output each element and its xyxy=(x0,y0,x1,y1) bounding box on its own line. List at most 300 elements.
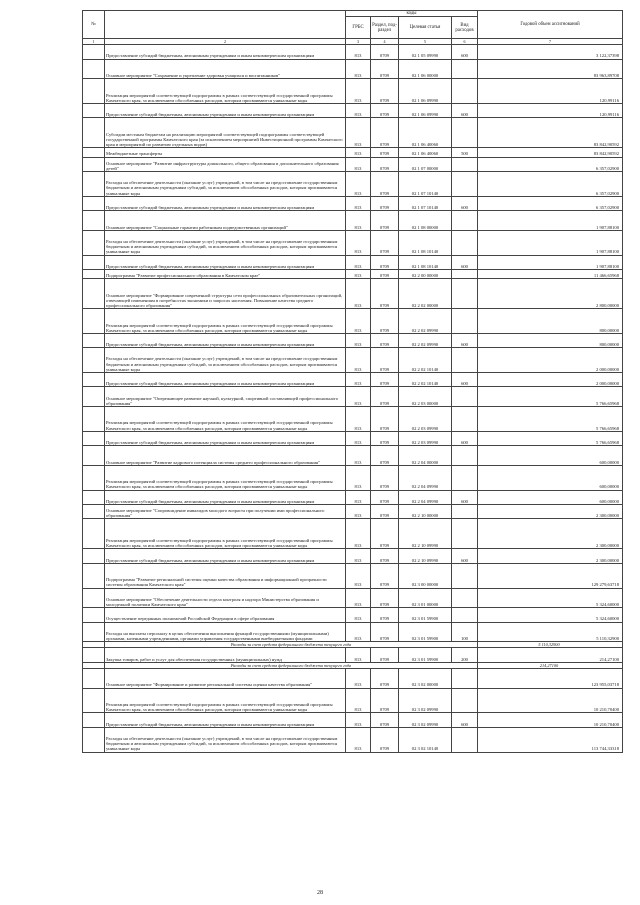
table-row xyxy=(83,171,623,196)
cell-name: Основное мероприятие "Опережающее развитие научной, культурной, спортивной составляющей профессионального образования" xyxy=(105,387,346,407)
table-row xyxy=(83,563,623,588)
cell-name: Подпрограмма "Развитие профессионального образования в Камчатском крае" xyxy=(105,269,346,278)
table-row xyxy=(83,279,623,309)
cell-name: Закупка товаров, работ и услуг для обеспечения государственных (муниципальных) нужд xyxy=(105,648,346,662)
cell-name: Основное мероприятие "Развитие инфраструктуры дошкольного, общего образования и дополнительного образования детей" xyxy=(105,157,346,171)
cell-amount: 5 324,60000 xyxy=(478,608,623,622)
cell-expense-type xyxy=(452,118,478,148)
header-vr: Вид расходов xyxy=(452,17,478,39)
table-row xyxy=(83,505,623,519)
cell-expense-type xyxy=(452,608,478,622)
table-row xyxy=(83,79,623,104)
cell-target-article: 02 2 03 09990 xyxy=(399,407,452,432)
cell-name: Субсидии местным бюджетам на реализацию мероприятий соответствующей подпрограммы соответствующей государственной программы Камчатского края (за исключением мероприятий Инвестиционной программы Камчатского края и мероприятий по развитию отдельных видов) xyxy=(105,118,346,148)
cell-expense-type: 600 xyxy=(452,431,478,445)
cell-expense-type: 500 xyxy=(452,148,478,157)
cell-target-article: 02 3 00 00000 xyxy=(399,563,452,588)
header-razdel: Раздел, под-раздел xyxy=(371,17,399,39)
cell-amount: 5 766,65968 xyxy=(478,431,623,445)
cell-name: Подпрограмма "Развитие региональной системы оценки качества образования и информационной прозрачности системы образования Камчатского края" xyxy=(105,563,346,588)
cell-amount: 120,99116 xyxy=(478,103,623,117)
cell-num xyxy=(83,465,105,490)
cell-target-article: 02 2 10 09990 xyxy=(399,549,452,563)
cell-grbs: 813 xyxy=(346,608,371,622)
cell-name: Межбюджетные трансферты xyxy=(105,148,346,157)
cell-grbs: 813 xyxy=(346,407,371,432)
cell-expense-type: 200 xyxy=(452,648,478,662)
cell-num xyxy=(83,309,105,334)
cell-num xyxy=(83,148,105,157)
table-row xyxy=(83,59,623,79)
cell-razdel: 0709 xyxy=(371,446,399,466)
cell-grbs: 813 xyxy=(346,387,371,407)
cell-target-article: 02 1 06 40060 xyxy=(399,148,452,157)
cell-target-article: 02 1 06 40060 xyxy=(399,118,452,148)
cell-num xyxy=(83,279,105,309)
cell-name: Основное мероприятие "Социальные гарантии работникам подведомственных организаций" xyxy=(105,211,346,231)
cell-expense-type xyxy=(452,171,478,196)
cell-expense-type xyxy=(452,727,478,752)
cell-name: Предоставление субсидий бюджетным, автономным учреждениям и иным некоммерческим организациям xyxy=(105,333,346,347)
cell-expense-type xyxy=(452,59,478,79)
header-name xyxy=(105,11,346,39)
cell-name: Расходы на обеспечение деятельности (оказание услуг) учреждений, в том числе на предоставление государственным бюджетным и автономным учреждениям субсидий, за исключением обособленных расходов, которым присваиваются уникальные коды xyxy=(105,230,346,255)
cell-name: Реализация мероприятий соответствующей подпрограммы в рамках соответствующей государственной программы Камчатского края, за исключением обособленных расходов, которым присваиваются уникальные коды xyxy=(105,465,346,490)
cell-num xyxy=(83,157,105,171)
cell-target-article: 02 1 07 10140 xyxy=(399,171,452,196)
cell-expense-type: 600 xyxy=(452,490,478,504)
cell-razdel: 0709 xyxy=(371,373,399,387)
table-row xyxy=(83,230,623,255)
cell-grbs: 813 xyxy=(346,519,371,549)
header-codes: коды xyxy=(346,11,478,17)
cell-num xyxy=(83,230,105,255)
cell-grbs: 813 xyxy=(346,211,371,231)
cell-num xyxy=(83,563,105,588)
cell-grbs: 813 xyxy=(346,255,371,269)
cell-grbs: 813 xyxy=(346,79,371,104)
cell-razdel: 0709 xyxy=(371,727,399,752)
cell-expense-type: 600 xyxy=(452,255,478,269)
cell-expense-type xyxy=(452,157,478,171)
cell-grbs: 813 xyxy=(346,727,371,752)
cell-expense-type xyxy=(452,688,478,713)
cell-grbs: 813 xyxy=(346,373,371,387)
table-row xyxy=(83,490,623,504)
header-grbs: ГРБС xyxy=(346,17,371,39)
table-row xyxy=(83,446,623,466)
cell-target-article: 02 2 10 00000 xyxy=(399,505,452,519)
cell-target-article: 02 3 01 00000 xyxy=(399,588,452,608)
cell-name: Предоставление субсидий бюджетным, автономным учреждениям и иным некоммерческим организациям xyxy=(105,196,346,210)
cell-amount: 11 466,65968 xyxy=(478,269,623,278)
cell-razdel: 0709 xyxy=(371,348,399,373)
table-row xyxy=(83,333,623,347)
table-row xyxy=(83,431,623,445)
cell-num xyxy=(83,45,105,59)
note-text: Расходы за счет средств федерального бюджета текущего года xyxy=(105,662,478,668)
cell-expense-type: 600 xyxy=(452,713,478,727)
cell-target-article: 02 1 08 00000 xyxy=(399,211,452,231)
cell-num xyxy=(83,211,105,231)
cell-expense-type: 100 xyxy=(452,622,478,642)
cell-razdel: 0709 xyxy=(371,103,399,117)
table-row xyxy=(83,269,623,278)
cell-target-article: 02 2 04 09990 xyxy=(399,490,452,504)
cell-expense-type: 600 xyxy=(452,549,478,563)
cell-amount: 3 122,37398 xyxy=(478,45,623,59)
cell-target-article: 02 3 01 59900 xyxy=(399,608,452,622)
cell-num xyxy=(83,373,105,387)
cell-expense-type xyxy=(452,446,478,466)
cell-expense-type: 600 xyxy=(452,45,478,59)
cell-razdel: 0709 xyxy=(371,196,399,210)
cell-expense-type xyxy=(452,230,478,255)
cell-grbs: 813 xyxy=(346,549,371,563)
cell-target-article: 02 1 05 09990 xyxy=(399,45,452,59)
cell-name: Реализация мероприятий соответствующей подпрограммы в рамках соответствующей государственной программы Камчатского края, за исключением обособленных расходов, которым присваиваются уникальные коды xyxy=(105,79,346,104)
cell-amount: 214,27100 xyxy=(478,662,623,668)
cell-name: Расходы на обеспечение деятельности (оказание услуг) учреждений, в том числе на предоставление государственным бюджетным и автономным учреждениям субсидий, за исключением обособленных расходов, которым присваиваются уникальные коды xyxy=(105,727,346,752)
header-cs: Целевая статья xyxy=(399,17,452,39)
cell-grbs: 813 xyxy=(346,588,371,608)
cell-num xyxy=(83,79,105,104)
cell-razdel: 0709 xyxy=(371,157,399,171)
cell-name: Предоставление субсидий бюджетным, автономным учреждениям и иным некоммерческим организациям xyxy=(105,45,346,59)
cell-razdel: 0709 xyxy=(371,549,399,563)
cell-num xyxy=(83,588,105,608)
cell-num xyxy=(83,505,105,519)
budget-table xyxy=(82,10,623,753)
cell-num xyxy=(83,549,105,563)
cell-num xyxy=(83,333,105,347)
table-row xyxy=(83,588,623,608)
cell-amount: 1 907,88100 xyxy=(478,255,623,269)
cell-target-article: 02 2 03 00000 xyxy=(399,387,452,407)
cell-target-article: 02 2 10 09990 xyxy=(399,519,452,549)
cell-grbs: 813 xyxy=(346,118,371,148)
table-row xyxy=(83,465,623,490)
cell-num xyxy=(83,622,105,642)
cell-razdel: 0709 xyxy=(371,588,399,608)
cell-grbs: 813 xyxy=(346,622,371,642)
cell-razdel: 0709 xyxy=(371,431,399,445)
cell-grbs: 813 xyxy=(346,269,371,278)
cell-razdel: 0709 xyxy=(371,407,399,432)
cell-amount: 83 963,89708 xyxy=(478,59,623,79)
cell-expense-type xyxy=(452,465,478,490)
cell-target-article: 02 2 02 09990 xyxy=(399,309,452,334)
cell-amount: 83 842,90592 xyxy=(478,148,623,157)
cell-expense-type xyxy=(452,563,478,588)
cell-num xyxy=(83,727,105,752)
cell-target-article: 02 1 06 09990 xyxy=(399,79,452,104)
cell-grbs: 813 xyxy=(346,230,371,255)
cell-grbs: 813 xyxy=(346,103,371,117)
table-row xyxy=(83,669,623,689)
cell-num xyxy=(83,103,105,117)
cell-amount: 2 300,00000 xyxy=(478,519,623,549)
table-row xyxy=(83,196,623,210)
cell-amount: 6 357,02900 xyxy=(478,157,623,171)
cell-num xyxy=(83,387,105,407)
cell-grbs: 813 xyxy=(346,563,371,588)
cell-expense-type xyxy=(452,669,478,689)
table-row xyxy=(83,407,623,432)
cell-expense-type xyxy=(452,309,478,334)
cell-expense-type xyxy=(452,588,478,608)
table-row xyxy=(83,45,623,59)
cell-name: Основное мероприятие "Сопровождение инвалидов молодого возраста при получении ими профессионального образования" xyxy=(105,505,346,519)
cell-amount: 1 907,88100 xyxy=(478,211,623,231)
cell-name: Предоставление субсидий бюджетным, автономным учреждениям и иным некоммерческим организациям xyxy=(105,431,346,445)
cell-name: Основное мероприятие "Обеспечение деятельности отдела контроля и надзора Министерства образования и молодежной политики Камчатского края" xyxy=(105,588,346,608)
cell-grbs: 813 xyxy=(346,148,371,157)
cell-name: Основное мероприятие "Формирование современной структуры сети профессиональных образовательных организаций, отвечающей изменениям в потребностях экономики и запросах населения. Повышение качества среднего профессионального образования" xyxy=(105,279,346,309)
cell-expense-type: 600 xyxy=(452,103,478,117)
cell-name: Основное мероприятие "Формирование и развитие региональной системы оценки качества образования" xyxy=(105,669,346,689)
cell-razdel: 0709 xyxy=(371,279,399,309)
index-cell: 3 xyxy=(346,39,371,45)
cell-name: Предоставление субсидий бюджетным, автономным учреждениям и иным некоммерческим организациям xyxy=(105,103,346,117)
cell-target-article: 02 2 00 00000 xyxy=(399,269,452,278)
cell-amount: 5 110,32900 xyxy=(478,622,623,642)
cell-amount: 2 000,00000 xyxy=(478,348,623,373)
cell-target-article: 02 1 06 09990 xyxy=(399,103,452,117)
table-row xyxy=(83,727,623,752)
cell-grbs: 813 xyxy=(346,309,371,334)
cell-amount: 6 357,02900 xyxy=(478,196,623,210)
table-row xyxy=(83,103,623,117)
table-row xyxy=(83,688,623,713)
cell-grbs: 813 xyxy=(346,157,371,171)
cell-razdel: 0709 xyxy=(371,519,399,549)
cell-amount: 10 210,70400 xyxy=(478,688,623,713)
cell-num xyxy=(83,407,105,432)
cell-expense-type xyxy=(452,505,478,519)
cell-razdel: 0709 xyxy=(371,505,399,519)
cell-target-article: 02 1 06 00000 xyxy=(399,59,452,79)
cell-amount: 6 357,02900 xyxy=(478,171,623,196)
cell-name: Реализация мероприятий соответствующей подпрограммы в рамках соответствующей государственной программы Камчатского края, за исключением обособленных расходов, которым присваиваются уникальные коды xyxy=(105,309,346,334)
cell-num xyxy=(83,490,105,504)
cell-amount: 2 000,00000 xyxy=(478,373,623,387)
cell-amount: 83 842,90592 xyxy=(478,118,623,148)
cell-grbs: 813 xyxy=(346,446,371,466)
cell-grbs: 813 xyxy=(346,490,371,504)
cell-target-article: 02 3 02 00000 xyxy=(399,669,452,689)
cell-razdel: 0709 xyxy=(371,45,399,59)
cell-amount: 5 110,32900 xyxy=(478,642,623,648)
table-row xyxy=(83,387,623,407)
cell-razdel: 0709 xyxy=(371,148,399,157)
cell-amount: 5 766,65968 xyxy=(478,387,623,407)
cell-expense-type: 600 xyxy=(452,196,478,210)
cell-expense-type xyxy=(452,79,478,104)
cell-name: Расходы на выплаты персоналу в целях обеспечения выполнения функций государственными (муниципальными) органами, казенными учреждениями, органами управления государственными внебюджетными фондами xyxy=(105,622,346,642)
cell-razdel: 0709 xyxy=(371,465,399,490)
cell-grbs: 813 xyxy=(346,648,371,662)
table-row xyxy=(83,309,623,334)
cell-razdel: 0709 xyxy=(371,59,399,79)
index-cell: 7 xyxy=(478,39,623,45)
cell-expense-type xyxy=(452,387,478,407)
cell-razdel: 0709 xyxy=(371,171,399,196)
cell-num xyxy=(83,348,105,373)
index-cell: 2 xyxy=(105,39,346,45)
cell-name: Реализация мероприятий соответствующей подпрограммы в рамках соответствующей государственной программы Камчатского края, за исключением обособленных расходов, которым присваиваются уникальные коды xyxy=(105,519,346,549)
cell-num xyxy=(83,118,105,148)
cell-target-article: 02 1 07 00000 xyxy=(399,157,452,171)
table-row xyxy=(83,118,623,148)
cell-num xyxy=(83,269,105,278)
cell-amount: 120,99116 xyxy=(478,79,623,104)
header-num: № xyxy=(83,11,105,39)
cell-grbs: 813 xyxy=(346,688,371,713)
cell-target-article: 02 3 01 59900 xyxy=(399,648,452,662)
cell-razdel: 0709 xyxy=(371,309,399,334)
cell-target-article: 02 3 02 09990 xyxy=(399,688,452,713)
cell-name: Реализация мероприятий соответствующей подпрограммы в рамках соответствующей государственной программы Камчатского края, за исключением обособленных расходов, которым присваиваются уникальные коды xyxy=(105,688,346,713)
cell-amount: 1 907,88100 xyxy=(478,230,623,255)
note-text: Расходы за счет средств федерального бюджета текущего года xyxy=(105,642,478,648)
cell-expense-type xyxy=(452,348,478,373)
index-cell: 5 xyxy=(399,39,452,45)
cell-expense-type: 600 xyxy=(452,333,478,347)
cell-grbs: 813 xyxy=(346,196,371,210)
cell-expense-type xyxy=(452,279,478,309)
cell-razdel: 0709 xyxy=(371,333,399,347)
cell-amount: 113 744,33318 xyxy=(478,727,623,752)
cell-razdel: 0709 xyxy=(371,490,399,504)
page-number: 28 xyxy=(317,890,323,896)
cell-expense-type: 600 xyxy=(452,373,478,387)
cell-target-article: 02 2 04 09990 xyxy=(399,465,452,490)
cell-num xyxy=(83,171,105,196)
cell-amount: 5 324,60000 xyxy=(478,588,623,608)
cell-target-article: 02 2 02 00000 xyxy=(399,279,452,309)
cell-num xyxy=(83,196,105,210)
cell-razdel: 0709 xyxy=(371,118,399,148)
cell-num xyxy=(83,608,105,622)
cell-target-article: 02 1 08 10140 xyxy=(399,230,452,255)
cell-razdel: 0709 xyxy=(371,648,399,662)
cell-target-article: 02 1 07 10140 xyxy=(399,196,452,210)
cell-amount: 214,27100 xyxy=(478,648,623,662)
cell-target-article: 02 2 02 09990 xyxy=(399,333,452,347)
cell-grbs: 813 xyxy=(346,59,371,79)
index-cell: 1 xyxy=(83,39,105,45)
cell-razdel: 0709 xyxy=(371,622,399,642)
table-body xyxy=(83,45,623,752)
cell-amount: 2 300,00000 xyxy=(478,549,623,563)
cell-num xyxy=(83,431,105,445)
cell-name: Предоставление субсидий бюджетным, автономным учреждениям и иным некоммерческим организациям xyxy=(105,255,346,269)
cell-target-article: 02 2 02 10140 xyxy=(399,348,452,373)
table-row xyxy=(83,622,623,642)
cell-grbs: 813 xyxy=(346,171,371,196)
header-amount: Годовой объем ассигнований xyxy=(478,11,623,39)
cell-amount: 129 279,63718 xyxy=(478,563,623,588)
cell-razdel: 0709 xyxy=(371,387,399,407)
cell-razdel: 0709 xyxy=(371,563,399,588)
table-row xyxy=(83,211,623,231)
cell-target-article: 02 3 01 59900 xyxy=(399,622,452,642)
cell-name: Предоставление субсидий бюджетным, автономным учреждениям и иным некоммерческим организациям xyxy=(105,490,346,504)
cell-target-article: 02 2 04 00000 xyxy=(399,446,452,466)
cell-name: Основное мероприятие "Развитие кадрового потенциала системы среднего профессионального образования" xyxy=(105,446,346,466)
cell-target-article: 02 3 02 10140 xyxy=(399,727,452,752)
cell-razdel: 0709 xyxy=(371,713,399,727)
cell-grbs: 813 xyxy=(346,505,371,519)
cell-amount: 2 800,00000 xyxy=(478,279,623,309)
cell-amount: 600,00000 xyxy=(478,490,623,504)
cell-amount: 800,00000 xyxy=(478,333,623,347)
cell-grbs: 813 xyxy=(346,465,371,490)
cell-expense-type xyxy=(452,519,478,549)
cell-amount: 123 955,03718 xyxy=(478,669,623,689)
cell-expense-type xyxy=(452,407,478,432)
table-row xyxy=(83,648,623,662)
table-row xyxy=(83,148,623,157)
cell-name: Осуществление переданных полномочий Российской Федерации в сфере образования xyxy=(105,608,346,622)
cell-grbs: 813 xyxy=(346,713,371,727)
table-row xyxy=(83,157,623,171)
cell-amount: 5 766,65968 xyxy=(478,407,623,432)
cell-num xyxy=(83,446,105,466)
cell-name: Расходы на обеспечение деятельности (оказание услуг) учреждений, в том числе на предоставление государственным бюджетным и автономным учреждениям субсидий, за исключением обособленных расходов, которым присваиваются уникальные коды xyxy=(105,171,346,196)
cell-target-article: 02 3 02 09990 xyxy=(399,713,452,727)
table-row xyxy=(83,549,623,563)
cell-num xyxy=(83,713,105,727)
cell-name: Предоставление субсидий бюджетным, автономным учреждениям и иным некоммерческим организациям xyxy=(105,373,346,387)
cell-razdel: 0709 xyxy=(371,608,399,622)
index-cell: 4 xyxy=(371,39,399,45)
cell-grbs: 813 xyxy=(346,45,371,59)
cell-name: Реализация мероприятий соответствующей подпрограммы в рамках соответствующей государственной программы Камчатского края, за исключением обособленных расходов, которым присваиваются уникальные коды xyxy=(105,407,346,432)
cell-razdel: 0709 xyxy=(371,688,399,713)
cell-grbs: 813 xyxy=(346,348,371,373)
table-row xyxy=(83,255,623,269)
cell-target-article: 02 2 02 10140 xyxy=(399,373,452,387)
cell-num xyxy=(83,688,105,713)
budget-sheet xyxy=(82,10,622,753)
cell-name: Предоставление субсидий бюджетным, автономным учреждениям и иным некоммерческим организациям xyxy=(105,549,346,563)
cell-razdel: 0709 xyxy=(371,669,399,689)
index-cell: 6 xyxy=(452,39,478,45)
cell-target-article: 02 1 08 10140 xyxy=(399,255,452,269)
table-row xyxy=(83,373,623,387)
table-row xyxy=(83,608,623,622)
cell-razdel: 0709 xyxy=(371,211,399,231)
table-row xyxy=(83,519,623,549)
cell-num xyxy=(83,255,105,269)
cell-razdel: 0709 xyxy=(371,269,399,278)
cell-amount: 10 210,70400 xyxy=(478,713,623,727)
cell-expense-type xyxy=(452,211,478,231)
table-row xyxy=(83,713,623,727)
cell-amount: 600,00000 xyxy=(478,446,623,466)
table-row xyxy=(83,348,623,373)
cell-name: Основное мероприятие "Сохранение и укрепление здоровья учащихся и воспитанников" xyxy=(105,59,346,79)
cell-grbs: 813 xyxy=(346,431,371,445)
cell-razdel: 0709 xyxy=(371,255,399,269)
cell-target-article: 02 2 03 09990 xyxy=(399,431,452,445)
cell-num xyxy=(83,519,105,549)
cell-grbs: 813 xyxy=(346,669,371,689)
cell-grbs: 813 xyxy=(346,279,371,309)
cell-amount: 600,00000 xyxy=(478,465,623,490)
